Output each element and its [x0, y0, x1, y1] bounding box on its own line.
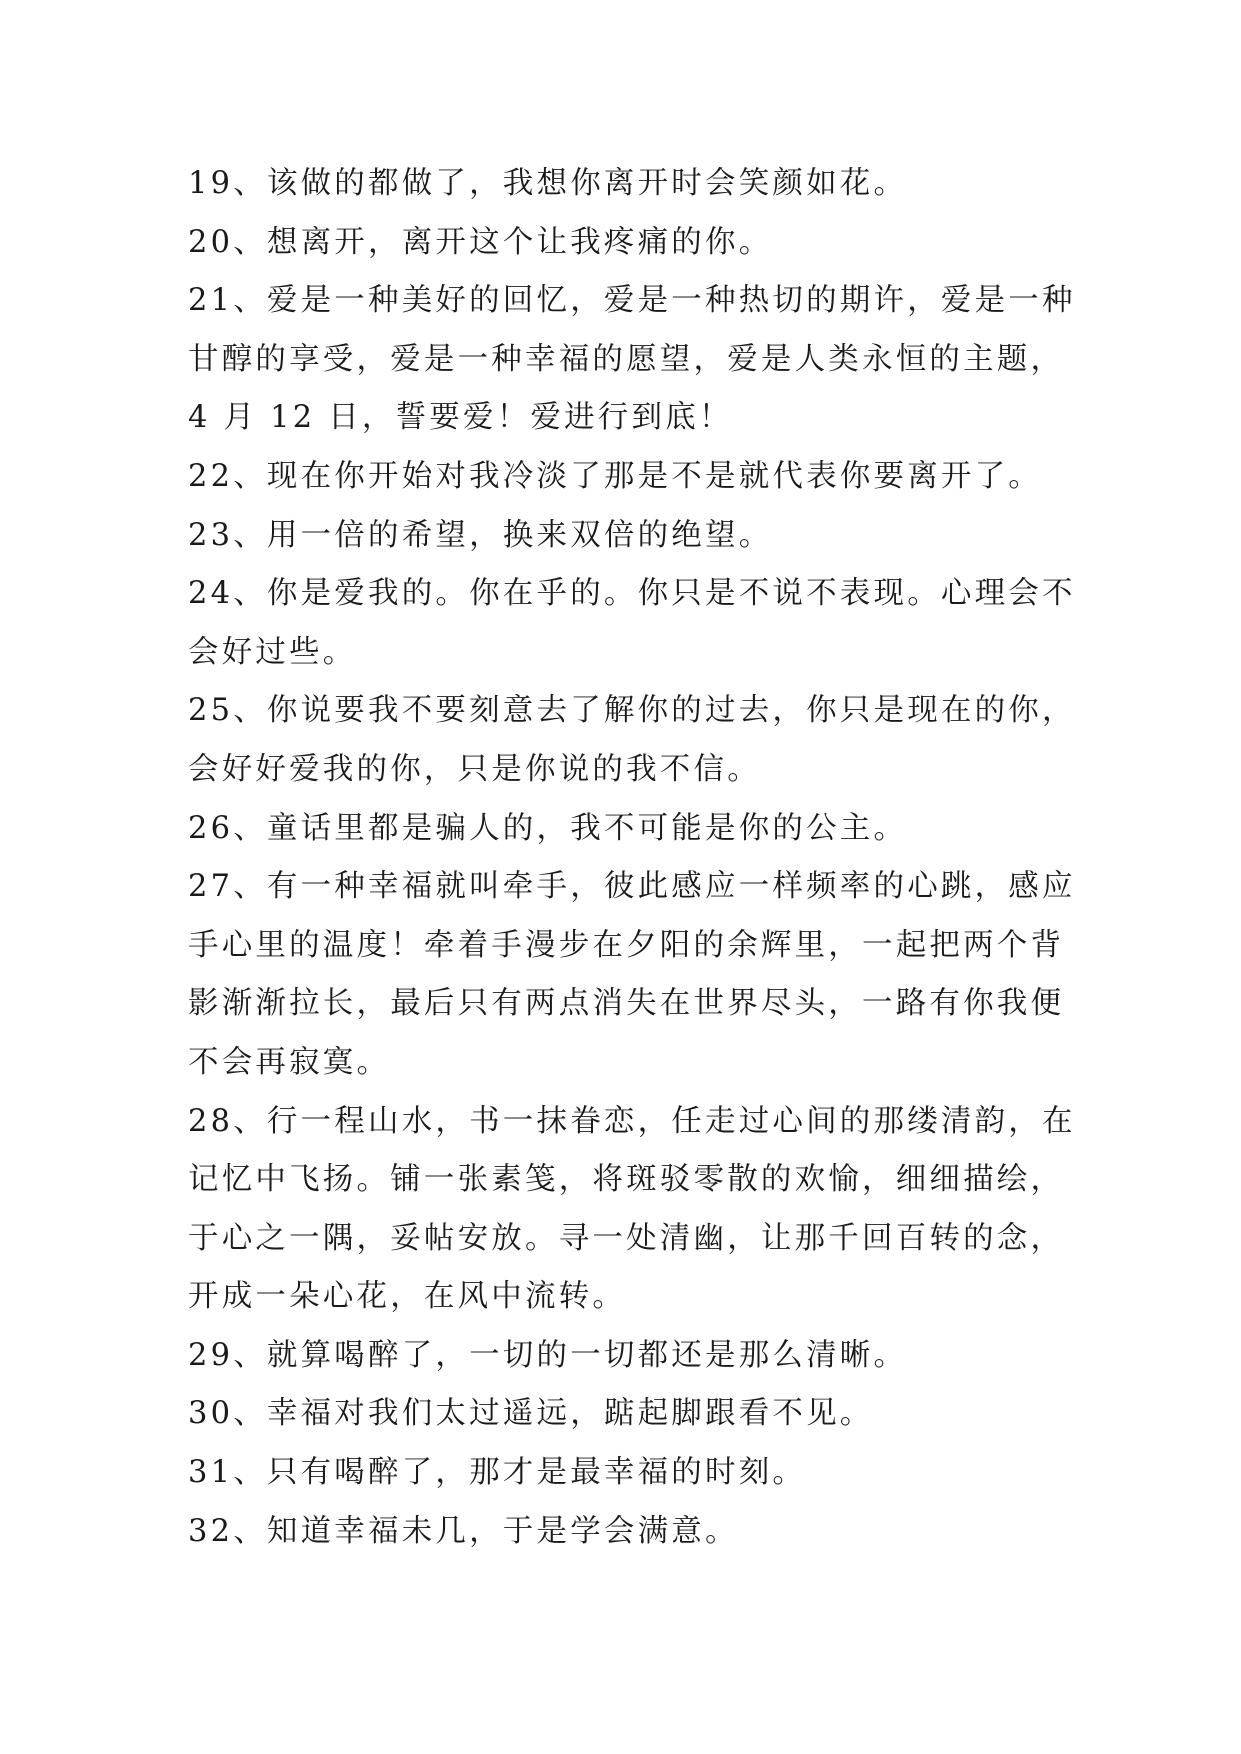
- text-line: 28、行一程山水，书一抹眷恋，任走过心间的那缕清韵，在: [188, 1103, 1076, 1139]
- text-line: 23、用一倍的希望，换来双倍的绝望。: [188, 517, 773, 553]
- text-line: 27、有一种幸福就叫牵手，彼此感应一样频率的心跳，感应: [188, 869, 1076, 905]
- document-body: [188, 155, 1076, 1561]
- text-line: 会好好爱我的你，只是你说的我不信。: [188, 751, 761, 787]
- text-line: 21、爱是一种美好的回忆，爱是一种热切的期许，爱是一种: [188, 283, 1076, 319]
- text-line: 不会再寂寞。: [188, 1044, 391, 1080]
- text-line: 开成一朵心花，在风中流转。: [188, 1279, 627, 1315]
- text-line: 20、想离开，离开这个让我疼痛的你。: [188, 224, 773, 260]
- text-line: 32、知道幸福未几，于是学会满意。: [188, 1513, 739, 1549]
- text-line: 31、只有喝醉了，那才是最幸福的时刻。: [188, 1455, 807, 1491]
- text-line: 于心之一隅，妥帖安放。寻一处清幽，让那千回百转的念，: [188, 1220, 1065, 1256]
- text-line: 4 月 12 日，誓要爱！爱进行到底！: [188, 400, 733, 436]
- text-line: 手心里的温度！牵着手漫步在夕阳的余辉里，一起把两个背: [188, 927, 1065, 963]
- text-line: 26、童话里都是骗人的，我不可能是你的公主。: [188, 810, 908, 846]
- text-line: 29、就算喝醉了，一切的一切都还是那么清晰。: [188, 1337, 908, 1373]
- text-line: 19、该做的都做了，我想你离开时会笑颜如花。: [188, 166, 908, 201]
- text-line: 影渐渐拉长，最后只有两点消失在世界尽头，一路有你我便: [188, 986, 1065, 1022]
- text-line: 30、幸福对我们太过遥远，踮起脚跟看不见。: [188, 1396, 874, 1432]
- text-line: 甘醇的享受，爱是一种幸福的愿望，爱是人类永恒的主题，: [188, 341, 1065, 377]
- text-line: 记忆中飞扬。铺一张素笺，将斑驳零散的欢愉，细细描绘，: [188, 1162, 1065, 1198]
- text-line: 25、你说要我不要刻意去了解你的过去，你只是现在的你，: [188, 693, 1076, 729]
- text-line: 22、现在你开始对我冷淡了那是不是就代表你要离开了。: [188, 458, 1043, 494]
- text-line: 会好过些。: [188, 634, 357, 670]
- text-line: 24、你是爱我的。你在乎的。你只是不说不表现。心理会不: [188, 576, 1076, 612]
